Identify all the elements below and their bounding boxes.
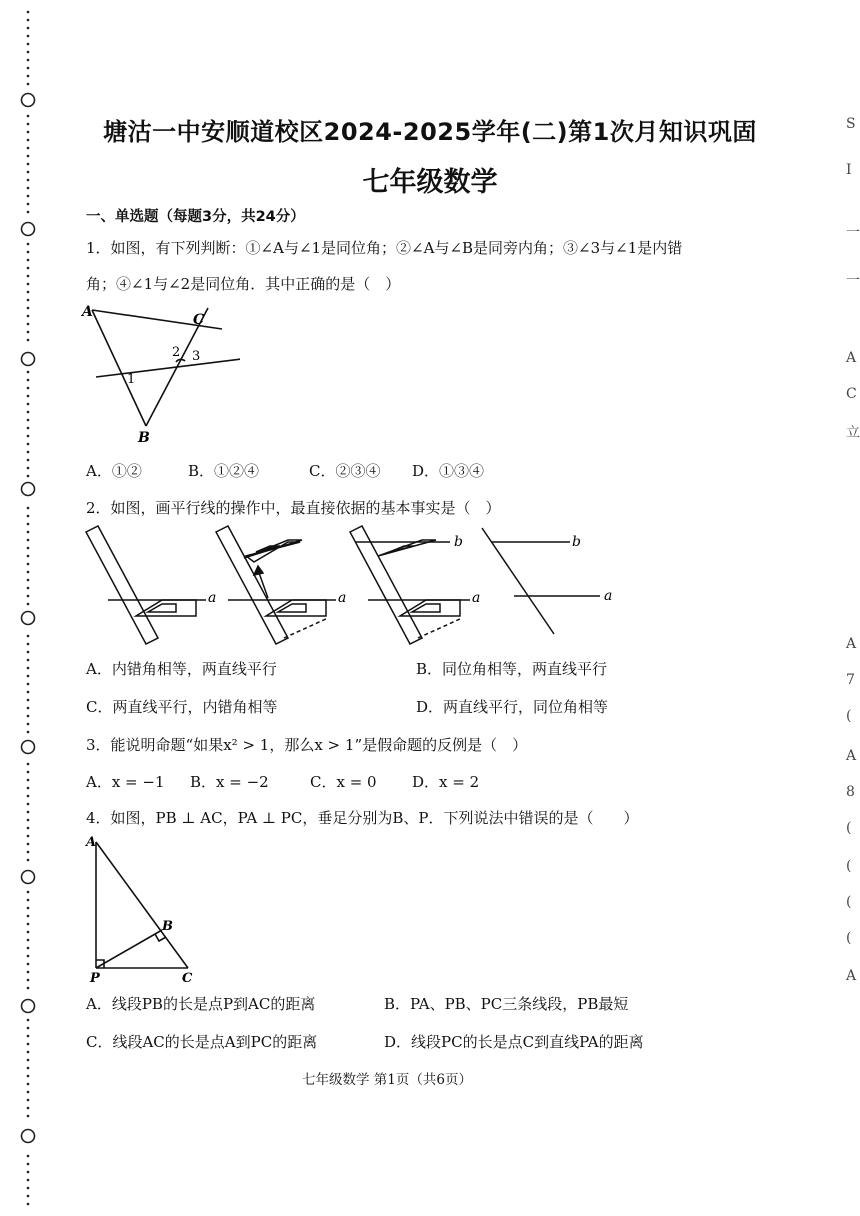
edge-char: A (846, 748, 857, 764)
q1-option-d: D．①③④ (412, 462, 485, 480)
q1-label-2: 2 (172, 345, 181, 360)
q1-label-b: B (138, 430, 150, 446)
edge-char: I (846, 162, 852, 178)
edge-char: 一 (846, 273, 860, 289)
q1-label-a: A (82, 304, 93, 320)
q4-option-c: C．线段AC的长是点A到PC的距离 (86, 1033, 318, 1051)
q4-option-d: D．线段PC的长是点C到直线PA的距离 (384, 1033, 644, 1051)
q2-label-a3: a (472, 590, 481, 606)
q1-label-3: 3 (192, 349, 201, 364)
edge-char: A (846, 636, 857, 652)
q4-label-a: A (86, 835, 97, 850)
edge-char: 7 (846, 672, 855, 688)
q4-option-b: B．PA、PB、PC三条线段，PB最短 (384, 995, 629, 1013)
edge-char: ( (846, 930, 852, 946)
q3-stem: 3．能说明命题“如果x² > 1，那么x > 1”是假命题的反例是（ ） (86, 736, 528, 754)
q1-stem-line2: 角；④∠1与∠2是同位角．其中正确的是（ ） (86, 275, 401, 293)
q2-option-b: B．同位角相等，两直线平行 (416, 660, 608, 678)
edge-char: ( (846, 708, 852, 724)
q4-stem: 4．如图，PB ⊥ AC，PA ⊥ PC，垂足分别为B、P．下列说法中错误的是（ ） (86, 809, 639, 827)
edge-char: A (846, 968, 857, 984)
edge-char: ( (846, 858, 852, 874)
q2-step3 (350, 526, 470, 644)
q2-step2 (216, 526, 336, 644)
q2-figure (78, 522, 638, 650)
edge-char: 一 (846, 225, 860, 241)
edge-char: S (846, 116, 856, 132)
q3-option-c: C．x = 0 (310, 773, 377, 791)
edge-char: 立 (846, 425, 860, 441)
q1-option-a: A．①② (86, 462, 142, 480)
q1-stem-line1: 1．如图，有下列判断：①∠A与∠1是同位角；②∠A与∠B是同旁内角；③∠3与∠1是内错 (86, 239, 683, 257)
q1-label-1: 1 (127, 372, 136, 387)
q2-label-a1: a (208, 590, 217, 606)
q2-label-b4: b (572, 534, 581, 550)
q4-option-a: A．线段PB的长是点P到AC的距离 (86, 995, 316, 1013)
section-heading: 一、单选题（每题3分，共24分） (86, 209, 305, 225)
q3-option-a: A．x = −1 (86, 773, 165, 791)
q2-label-a4: a (604, 588, 613, 604)
q4-figure (82, 832, 202, 988)
edge-char: 8 (846, 784, 855, 800)
exam-title: 塘沽一中安顺道校区2024-2025学年(二)第1次月知识巩固 (103, 118, 757, 146)
q3-option-b: B．x = −2 (190, 773, 269, 791)
q2-option-d: D．两直线平行，同位角相等 (416, 698, 609, 716)
q2-stem: 2．如图，画平行线的操作中，最直接依据的基本事实是（ ） (86, 499, 501, 517)
q4-label-c: C (182, 971, 193, 986)
q1-option-c: C．②③④ (309, 462, 381, 480)
edge-char: A (846, 350, 857, 366)
page-footer: 七年级数学 第1页（共6页） (302, 1072, 472, 1088)
q2-step4 (482, 528, 600, 634)
q4-label-p: P (90, 971, 100, 986)
q2-label-a2: a (338, 590, 347, 606)
q2-option-a: A．内错角相等，两直线平行 (86, 660, 277, 678)
edge-char: C (846, 386, 857, 402)
q1-label-c: C (193, 312, 205, 328)
q2-label-b3: b (454, 534, 463, 550)
exam-subject: 七年级数学 (362, 167, 498, 198)
edge-char: ( (846, 894, 852, 910)
next-page-edge (846, 0, 860, 1216)
q1-figure (80, 300, 240, 450)
q1-option-b: B．①②④ (188, 462, 260, 480)
q4-label-b: B (162, 919, 173, 934)
q2-option-c: C．两直线平行，内错角相等 (86, 698, 278, 716)
q3-option-d: D．x = 2 (412, 773, 480, 791)
edge-char: ( (846, 820, 852, 836)
q2-step1 (86, 526, 206, 644)
